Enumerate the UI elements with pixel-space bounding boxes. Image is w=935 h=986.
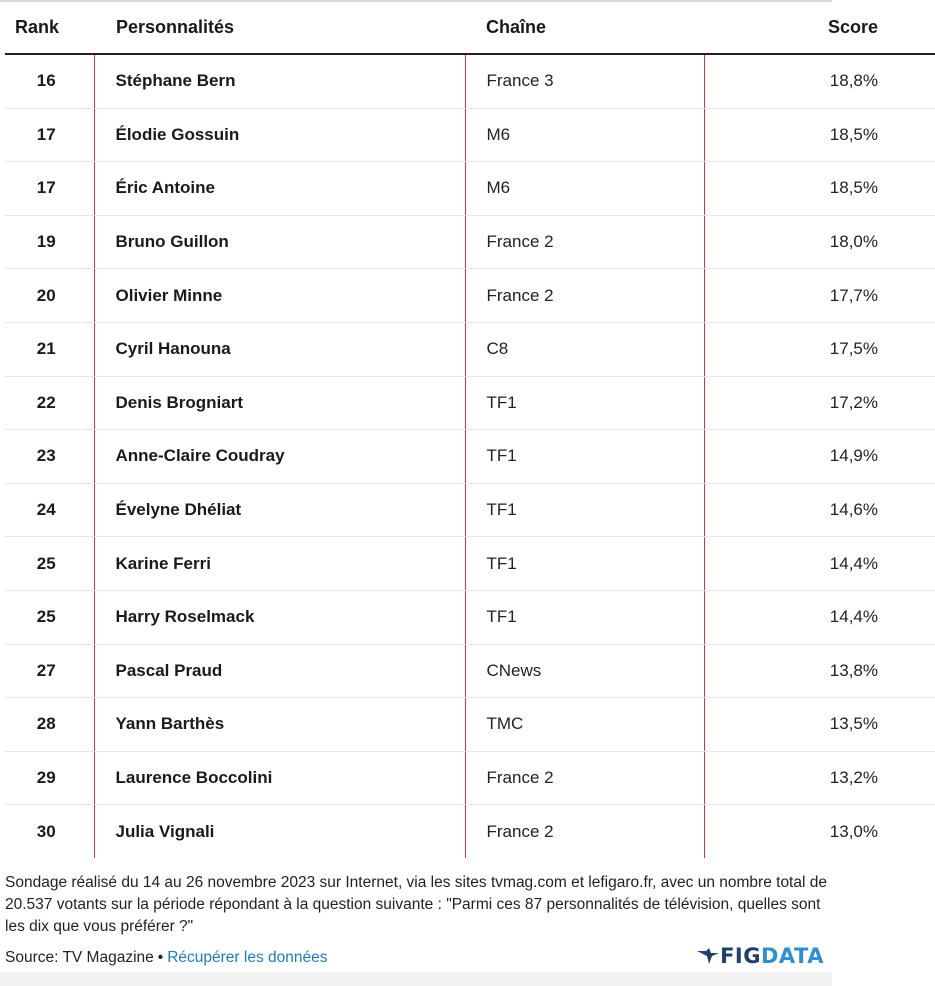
score-cell: 13,2% xyxy=(704,751,935,805)
channel-cell: M6 xyxy=(465,162,704,216)
name-cell: Karine Ferri xyxy=(94,537,465,591)
table-row xyxy=(5,322,935,376)
rank-cell: 30 xyxy=(5,805,94,858)
bottom-band xyxy=(0,972,832,986)
table-row xyxy=(5,590,935,644)
logo-data-text: DATA xyxy=(760,944,824,968)
channel-cell: France 3 xyxy=(465,54,704,108)
table-row xyxy=(5,644,935,698)
name-cell: Évelyne Dhéliat xyxy=(94,483,465,537)
table-row xyxy=(5,108,935,162)
score-cell: 14,4% xyxy=(704,537,935,591)
rank-cell: 16 xyxy=(5,54,94,108)
source-label: Source: TV Magazine xyxy=(5,949,154,966)
name-cell: Harry Roselmack xyxy=(94,590,465,644)
score-cell: 13,0% xyxy=(829,821,878,841)
table-row xyxy=(5,269,935,323)
score-cell: 13,5% xyxy=(704,698,935,752)
channel-cell: M6 xyxy=(465,108,704,162)
rank-cell: 24 xyxy=(5,483,94,537)
table-row xyxy=(5,162,935,216)
figdata-logo[interactable] xyxy=(697,944,824,968)
rank-cell: 17 xyxy=(5,108,94,162)
rank-cell: 21 xyxy=(5,322,94,376)
channel-cell: TF1 xyxy=(465,590,704,644)
ranking-table-container xyxy=(5,2,878,858)
source-line xyxy=(5,947,327,969)
table-row xyxy=(5,483,935,537)
rank-cell: 28 xyxy=(5,698,94,752)
name-cell: Éric Antoine xyxy=(94,162,465,216)
channel-cell: France 2 xyxy=(465,805,704,858)
table-body xyxy=(5,54,935,858)
rank-cell: 20 xyxy=(5,269,94,323)
table-row xyxy=(5,537,935,591)
survey-note: Sondage réalisé du 14 au 26 novembre 2023 sur Internet, via les sites tvmag.com et lefigaro.fr, avec un nombre total de 20.537 votants sur la période répondant à la question suivante : "Parmi ces 87 personnalités de télévision, quelles sont les dix que vous préférer ?" xyxy=(5,874,827,935)
channel-cell: France 2 xyxy=(465,269,704,323)
score-cell: 18,5% xyxy=(704,162,935,216)
channel-cell: France 2 xyxy=(465,215,704,269)
channel-cell: C8 xyxy=(465,322,704,376)
score-cell: 17,7% xyxy=(704,269,935,323)
table-row xyxy=(5,751,935,805)
header-row xyxy=(5,2,935,54)
rank-cell: 29 xyxy=(5,751,94,805)
name-cell: Yann Barthès xyxy=(94,698,465,752)
rank-cell: 25 xyxy=(5,590,94,644)
rank-cell: 25 xyxy=(5,537,94,591)
score-cell: 17,2% xyxy=(704,376,935,430)
channel-cell: TF1 xyxy=(465,376,704,430)
name-cell: Olivier Minne xyxy=(94,269,465,323)
download-data-link[interactable]: Récupérer les données xyxy=(167,949,328,966)
score-cell: 14,4% xyxy=(704,590,935,644)
name-cell: Denis Brogniart xyxy=(94,376,465,430)
channel-cell: TF1 xyxy=(465,537,704,591)
table-row xyxy=(5,54,935,108)
rank-cell: 22 xyxy=(5,376,94,430)
channel-cell: TF1 xyxy=(465,483,704,537)
name-cell: Élodie Gossuin xyxy=(94,108,465,162)
score-cell: 17,5% xyxy=(704,322,935,376)
name-cell: Anne-Claire Coudray xyxy=(94,430,465,484)
score-cell: 14,9% xyxy=(704,430,935,484)
channel-cell: TMC xyxy=(465,698,704,752)
header-personnalites[interactable]: Personnalités xyxy=(94,2,465,54)
rank-cell: 23 xyxy=(5,430,94,484)
name-cell: Bruno Guillon xyxy=(94,215,465,269)
rank-cell: 17 xyxy=(5,162,94,216)
score-cell: 13,8% xyxy=(704,644,935,698)
rank-cell: 19 xyxy=(5,215,94,269)
ranking-table xyxy=(5,2,935,858)
logo-fig-text: FIG xyxy=(720,944,761,968)
table-row xyxy=(5,215,935,269)
fig-bird-icon xyxy=(697,948,719,964)
channel-cell: TF1 xyxy=(465,430,704,484)
header-score[interactable]: Score xyxy=(704,2,935,54)
table-row xyxy=(5,376,935,430)
name-cell: Cyril Hanouna xyxy=(94,322,465,376)
name-cell: Julia Vignali xyxy=(94,805,465,858)
score-cell: 14,6% xyxy=(704,483,935,537)
table-row xyxy=(5,430,935,484)
source-separator: • xyxy=(157,949,164,966)
score-cell: 18,8% xyxy=(704,54,935,108)
name-cell: Laurence Boccolini xyxy=(94,751,465,805)
table-header xyxy=(5,2,935,54)
channel-cell: CNews xyxy=(465,644,704,698)
rank-cell: 27 xyxy=(5,644,94,698)
channel-cell: France 2 xyxy=(465,751,704,805)
header-chaine[interactable]: Chaîne xyxy=(465,2,704,54)
name-cell: Stéphane Bern xyxy=(94,54,465,108)
score-cell: 18,5% xyxy=(704,108,935,162)
score-cell: 18,0% xyxy=(704,215,935,269)
table-row xyxy=(5,698,935,752)
header-rank[interactable]: Rank xyxy=(5,2,94,54)
table-row xyxy=(5,805,935,858)
name-cell: Pascal Praud xyxy=(94,644,465,698)
